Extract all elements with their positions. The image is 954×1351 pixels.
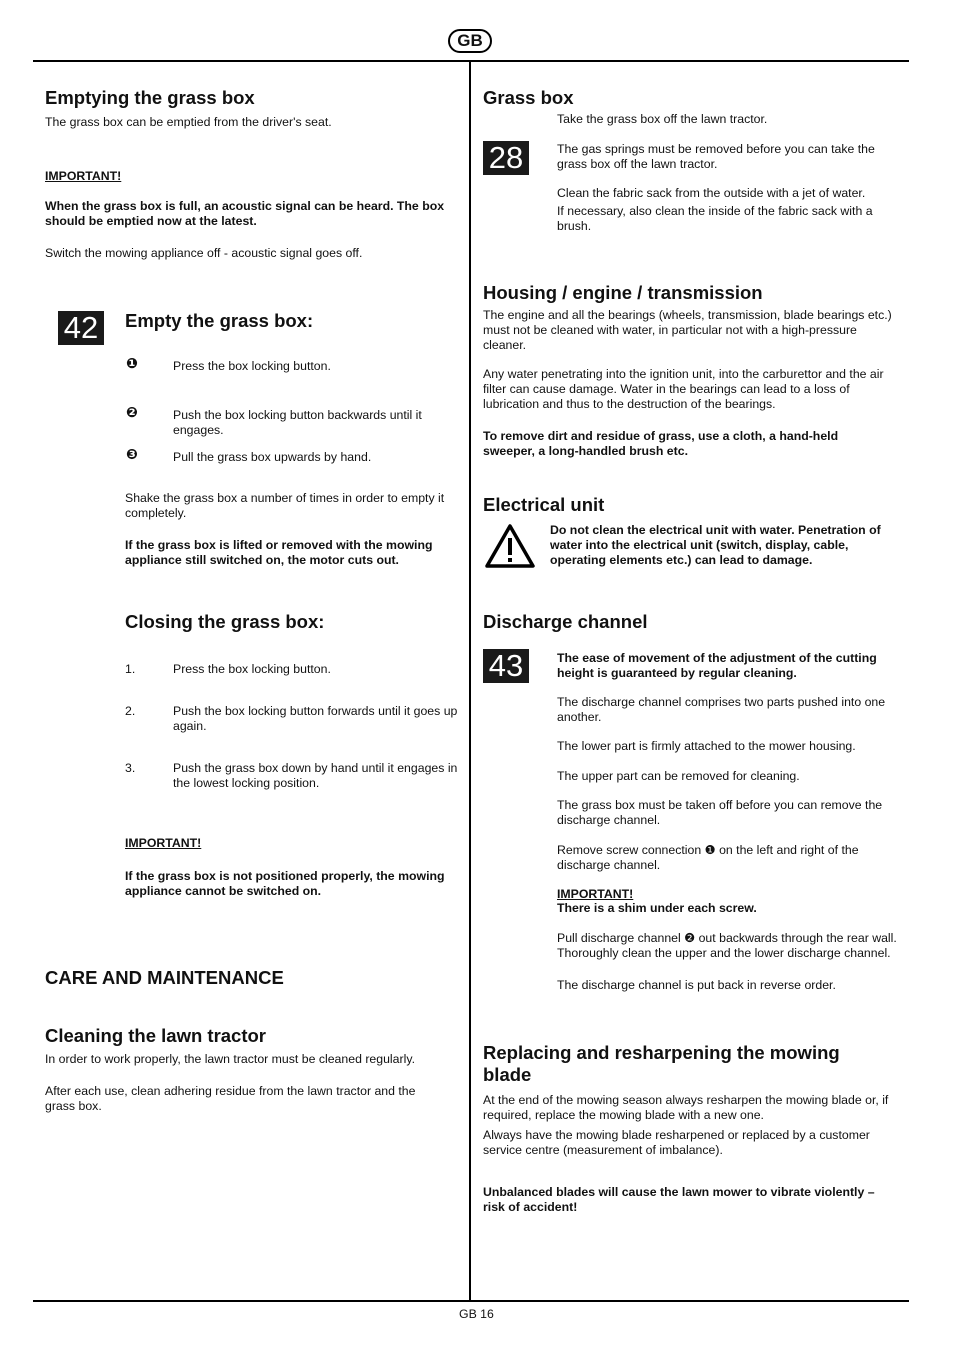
discharge-text-1: The ease of movement of the adjustment of the cutting height is guaranteed by regular cleaning.: [557, 651, 877, 680]
emptying-text: The grass box can be emptied from the driver's seat.: [45, 115, 332, 129]
grassbox-text-3: Clean the fabric sack from the outside with a jet of water.: [557, 186, 866, 200]
housing-text-2: Any water penetrating into the ignition unit, into the carburettor and the air filter can cause damage. Water in the bearings can lead to a loss of lubrication and thus to the destruction of the bearings.: [483, 367, 884, 411]
close-step-marker-1: 1.: [125, 662, 136, 676]
page-number: GB 16: [459, 1307, 494, 1321]
discharge-text-3: The lower part is firmly attached to the mower housing.: [557, 739, 856, 753]
grassbox-text-1: Take the grass box off the lawn tractor.: [557, 112, 768, 126]
lifted-warning: If the grass box is lifted or removed with the mowing appliance still switched on, the motor cuts out.: [125, 538, 433, 567]
closing-heading: Closing the grass box:: [125, 611, 325, 632]
step-text-1: Press the box locking button.: [173, 359, 331, 373]
discharge-heading: Discharge channel: [483, 611, 648, 632]
warning-triangle-icon: [484, 523, 536, 569]
electrical-heading: Electrical unit: [483, 494, 605, 515]
blade-text-1: At the end of the mowing season always resharpen the mowing blade or, if required, replace the mowing blade with a new one.: [483, 1093, 889, 1122]
switch-off-text: Switch the mowing appliance off - acoustic signal goes off.: [45, 246, 363, 260]
discharge-text-5: The grass box must be taken off before you can remove the discharge channel.: [557, 798, 883, 827]
shake-text: Shake the grass box a number of times in order to empty it completely.: [125, 491, 445, 520]
figure-number-43: 43: [483, 649, 529, 683]
step-marker-1: ❶: [126, 355, 138, 371]
top-rule: [33, 60, 909, 62]
step-marker-2: ❷: [126, 404, 138, 420]
blade-warning: Unbalanced blades will cause the lawn mower to vibrate violently – risk of accident!: [483, 1185, 875, 1214]
grassbox-text-2: The gas springs must be removed before you can take the grass box off the lawn tractor.: [557, 142, 875, 171]
step-text-2: Push the box locking button backwards until it engages.: [173, 408, 422, 437]
country-badge: GB: [448, 29, 492, 53]
discharge-text-7: Pull discharge channel ❷ out backwards through the rear wall. Thoroughly clean the upper and the lower discharge channel.: [557, 931, 897, 960]
discharge-text-8: The discharge channel is put back in reverse order.: [557, 978, 836, 992]
close-step-text-1: Press the box locking button.: [173, 662, 331, 676]
important-label-2: IMPORTANT!: [125, 836, 202, 850]
discharge-text-6: Remove screw connection ❶ on the left and right of the discharge channel.: [557, 843, 859, 872]
electrical-warning: Do not clean the electrical unit with water. Penetration of water into the electrical unit (switch, display, cable, operating elements etc.) can lead to damage.: [550, 523, 881, 567]
care-maintenance-heading: CARE AND MAINTENANCE: [45, 967, 284, 988]
discharge-important-label: IMPORTANT!: [557, 887, 634, 901]
cleaning-text-1: In order to work properly, the lawn tractor must be cleaned regularly.: [45, 1052, 415, 1066]
close-step-marker-2: 2.: [125, 704, 136, 718]
important-label: IMPORTANT!: [45, 169, 122, 183]
close-step-text-3: Push the grass box down by hand until it engages in the lowest locking position.: [173, 761, 458, 790]
important-text: When the grass box is full, an acoustic signal can be heard. The box should be emptied now at the latest.: [45, 199, 445, 228]
cleaning-heading: Cleaning the lawn tractor: [45, 1025, 267, 1046]
important-text-2: If the grass box is not positioned properly, the mowing appliance cannot be switched on.: [125, 869, 445, 898]
discharge-important-text: There is a shim under each screw.: [557, 901, 757, 915]
bottom-rule: [33, 1300, 909, 1302]
emptying-heading: Emptying the grass box: [45, 87, 255, 108]
blade-text-2: Always have the mowing blade resharpened or replaced by a customer service centre (measurement of imbalance).: [483, 1128, 870, 1157]
housing-text-3: To remove dirt and residue of grass, use a cloth, a hand-held sweeper, a long-handled brush etc.: [483, 429, 839, 458]
step-marker-3: ❸: [126, 446, 138, 462]
step-text-3: Pull the grass box upwards by hand.: [173, 450, 372, 464]
housing-heading: Housing / engine / transmission: [483, 282, 763, 303]
figure-number-28: 28: [483, 141, 529, 175]
discharge-text-2: The discharge channel comprises two parts pushed into one another.: [557, 695, 886, 724]
discharge-text-4: The upper part can be removed for cleaning.: [557, 769, 800, 783]
grassbox-text-4: If necessary, also clean the inside of the fabric sack with a brush.: [557, 204, 873, 233]
cleaning-text-2: After each use, clean adhering residue from the lawn tractor and the grass box.: [45, 1084, 416, 1113]
figure-number-42: 42: [58, 311, 104, 345]
housing-text-1: The engine and all the bearings (wheels, transmission, blade bearings etc.) must not be cleaned with water, in particular not with a high-pressure cleaner.: [483, 308, 892, 352]
close-step-text-2: Push the box locking button forwards until it goes up again.: [173, 704, 458, 733]
blade-heading: Replacing and resharpening the mowing blade: [483, 1042, 840, 1085]
empty-heading: Empty the grass box:: [125, 310, 314, 331]
column-divider: [469, 60, 471, 1302]
grassbox-heading: Grass box: [483, 87, 574, 108]
close-step-marker-3: 3.: [125, 761, 136, 775]
